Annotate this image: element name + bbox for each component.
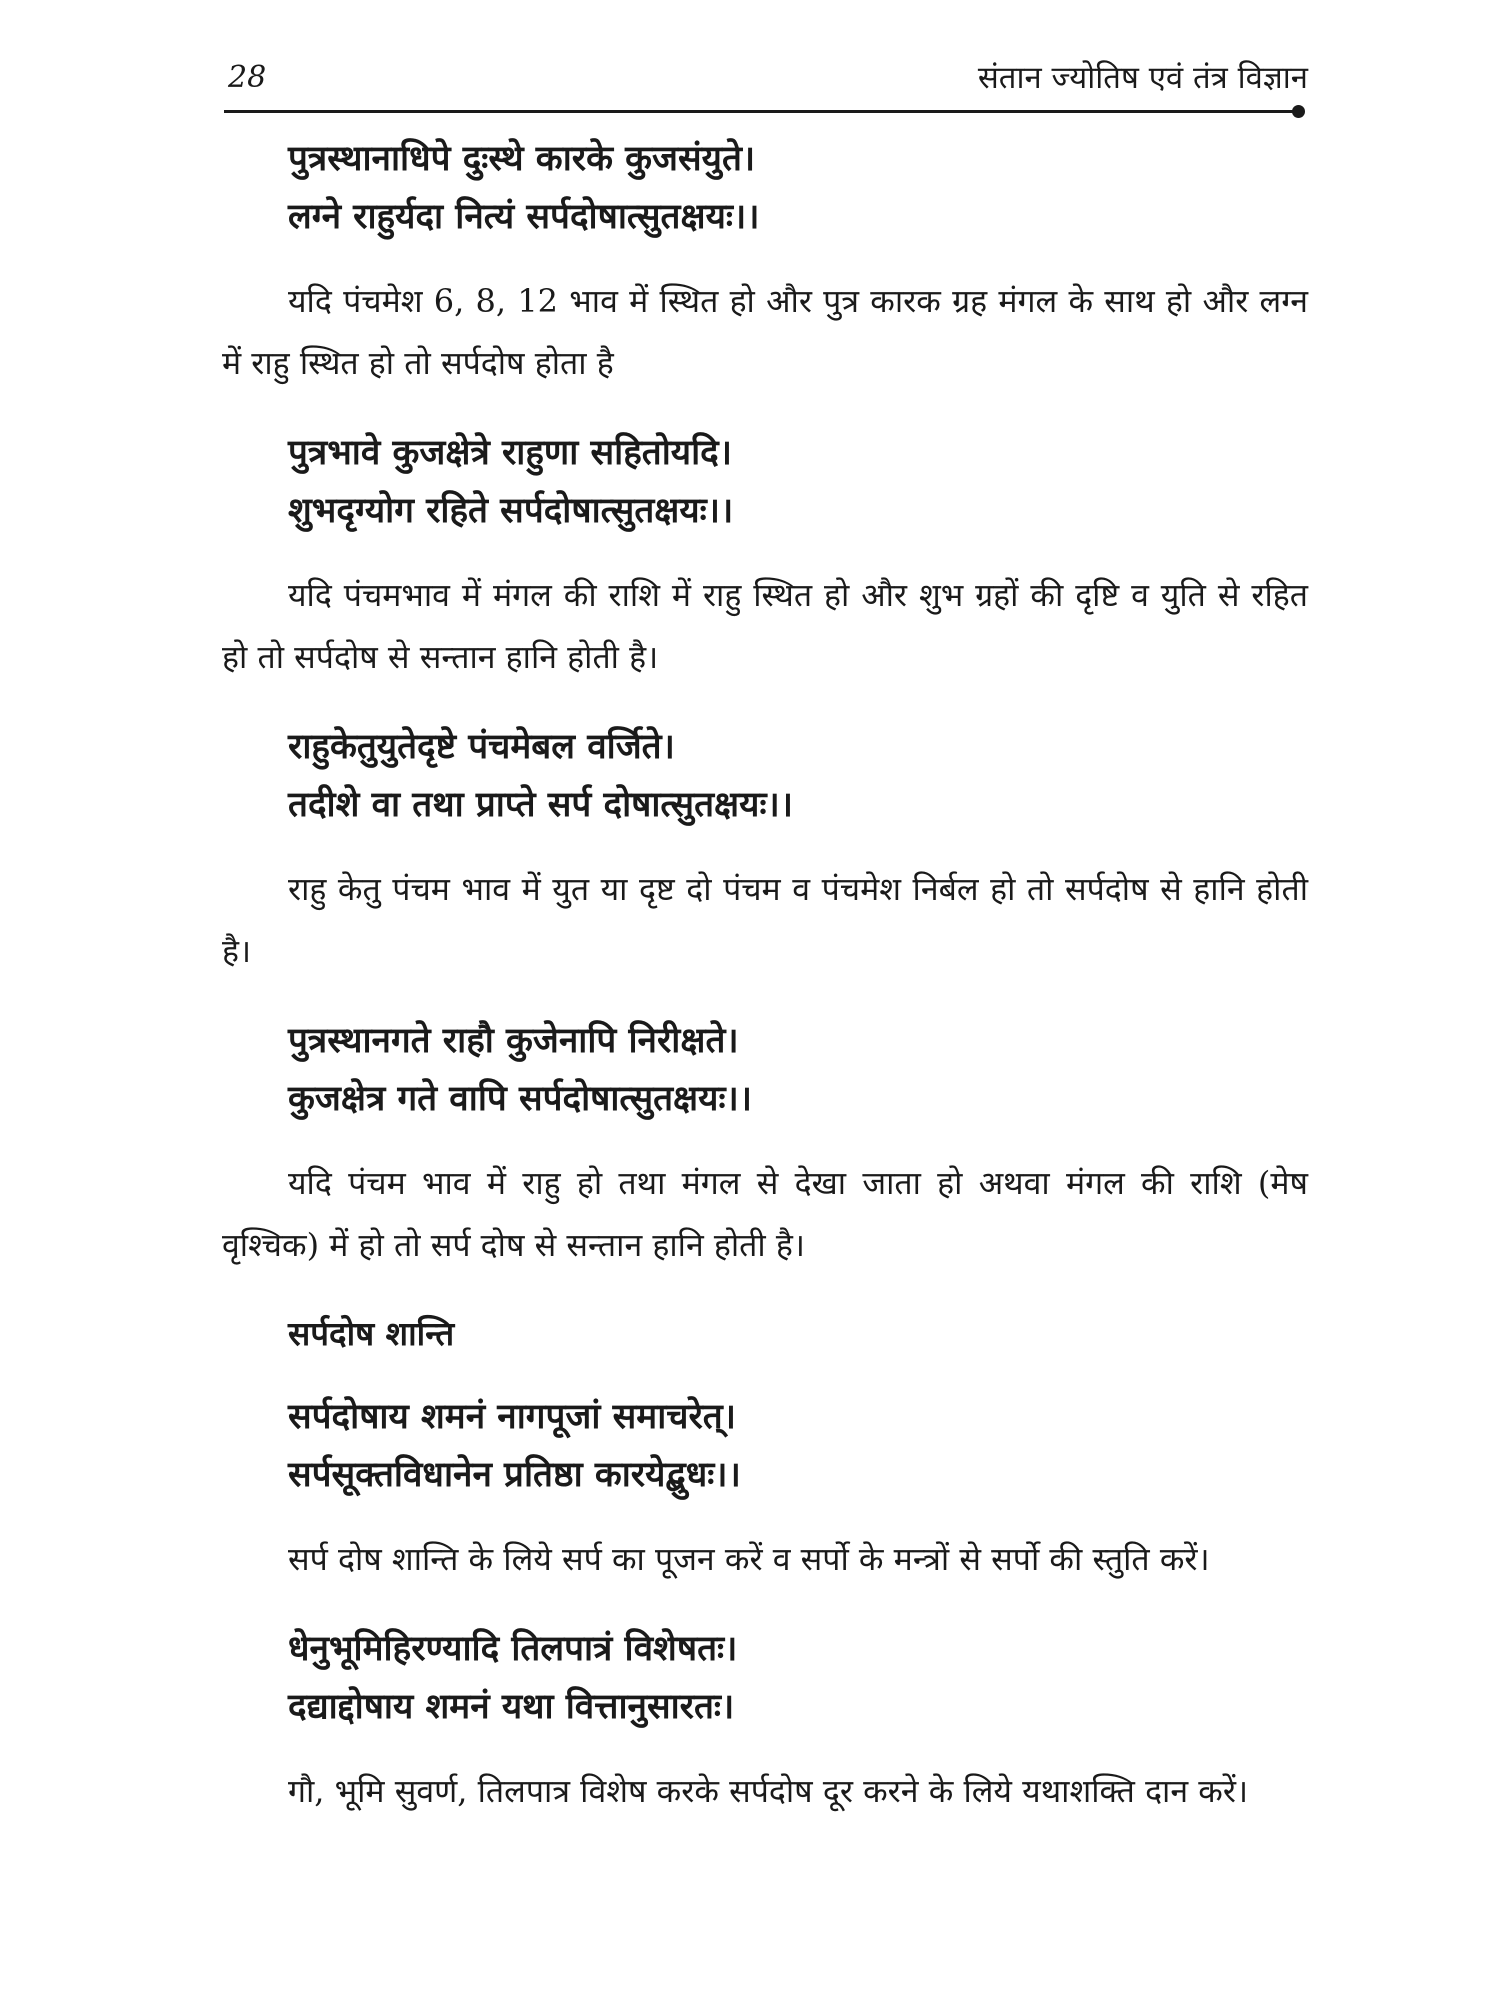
remedy-verse-2 xyxy=(222,1620,1308,1736)
explanation-paragraph-3: राहु केतु पंचम भाव में युत या दृष्ट दो पंचम व पंचमेश निर्बल हो तो सर्पदोष से हानि होती है। xyxy=(222,870,1308,970)
page-number: 28 xyxy=(228,60,267,95)
verse-line: दद्याद्दोषाय शमनं यथा वित्तानुसारतः। xyxy=(288,1687,735,1727)
verse-2 xyxy=(222,424,1308,540)
verse-1 xyxy=(222,130,1308,246)
verse-line: सर्पदोषाय शमनं नागपूजां समाचरेत्। xyxy=(288,1397,737,1437)
explanation-paragraph-1: यदि पंचमेश 6, 8, 12 भाव में स्थित हो और पुत्र कारक ग्रह मंगल के साथ हो और लग्न में राहु स्थित हो तो सर्पदोष होता है xyxy=(222,282,1308,382)
verse-line: पुत्रस्थानगते राहौ कुजेनापि निरीक्षते। xyxy=(288,1021,739,1061)
running-title: संतान ज्योतिष एवं तंत्र विज्ञान xyxy=(977,60,1308,96)
verse-line: लग्ने राहुर्यदा नित्यं सर्पदोषात्सुतक्षयः।। xyxy=(288,197,760,237)
section-heading: सर्पदोष शान्ति xyxy=(288,1314,455,1353)
verse-line: पुत्रस्थानाधिपे दुःस्थे कारके कुजसंयुते। xyxy=(288,139,756,179)
verse-line: शुभदृग्योग रहिते सर्पदोषात्सुतक्षयः।। xyxy=(288,491,734,531)
verse-3 xyxy=(222,718,1308,834)
verse-line: सर्पसूक्तविधानेन प्रतिष्ठा कारयेद्बुधः।। xyxy=(288,1455,741,1495)
page-body xyxy=(222,130,1308,1852)
explanation-paragraph-4: यदि पंचम भाव में राहु हो तथा मंगल से देखा जाता हो अथवा मंगल की राशि (मेष वृश्चिक) में हो तो सर्प दोष से सन्तान हानि होती है। xyxy=(222,1164,1308,1264)
remedy-paragraph-2: गौ, भूमि सुवर्ण, तिलपात्र विशेष करके सर्पदोष दूर करने के लिये यथाशक्ति दान करें। xyxy=(288,1772,1249,1810)
verse-4 xyxy=(222,1012,1308,1128)
verse-line: कुजक्षेत्र गते वापि सर्पदोषात्सुतक्षयः।। xyxy=(288,1079,753,1119)
header-rule-dot xyxy=(1292,105,1305,118)
verse-line: धेनुभूमिहिरण्यादि तिलपात्रं विशेषतः। xyxy=(288,1629,738,1669)
explanation-paragraph-2: यदि पंचमभाव में मंगल की राशि में राहु स्थित हो और शुभ ग्रहों की दृष्टि व युति से रहित हो तो सर्पदोष से सन्तान हानि होती है। xyxy=(222,576,1308,676)
verse-line: राहुकेतुयुतेदृष्टे पंचमेबल वर्जिते। xyxy=(288,727,675,767)
verse-line: तदीशे वा तथा प्राप्ते सर्प दोषात्सुतक्षयः।। xyxy=(288,785,794,825)
header-rule xyxy=(224,110,1300,113)
remedy-paragraph-1: सर्प दोष शान्ति के लिये सर्प का पूजन करें व सर्पो के मन्त्रों से सर्पो की स्तुति करें। xyxy=(288,1540,1210,1578)
verse-line: पुत्रभावे कुजक्षेत्रे राहुणा सहितोयदि। xyxy=(288,433,733,473)
remedy-verse-1 xyxy=(222,1388,1308,1504)
page-header xyxy=(228,56,1308,116)
